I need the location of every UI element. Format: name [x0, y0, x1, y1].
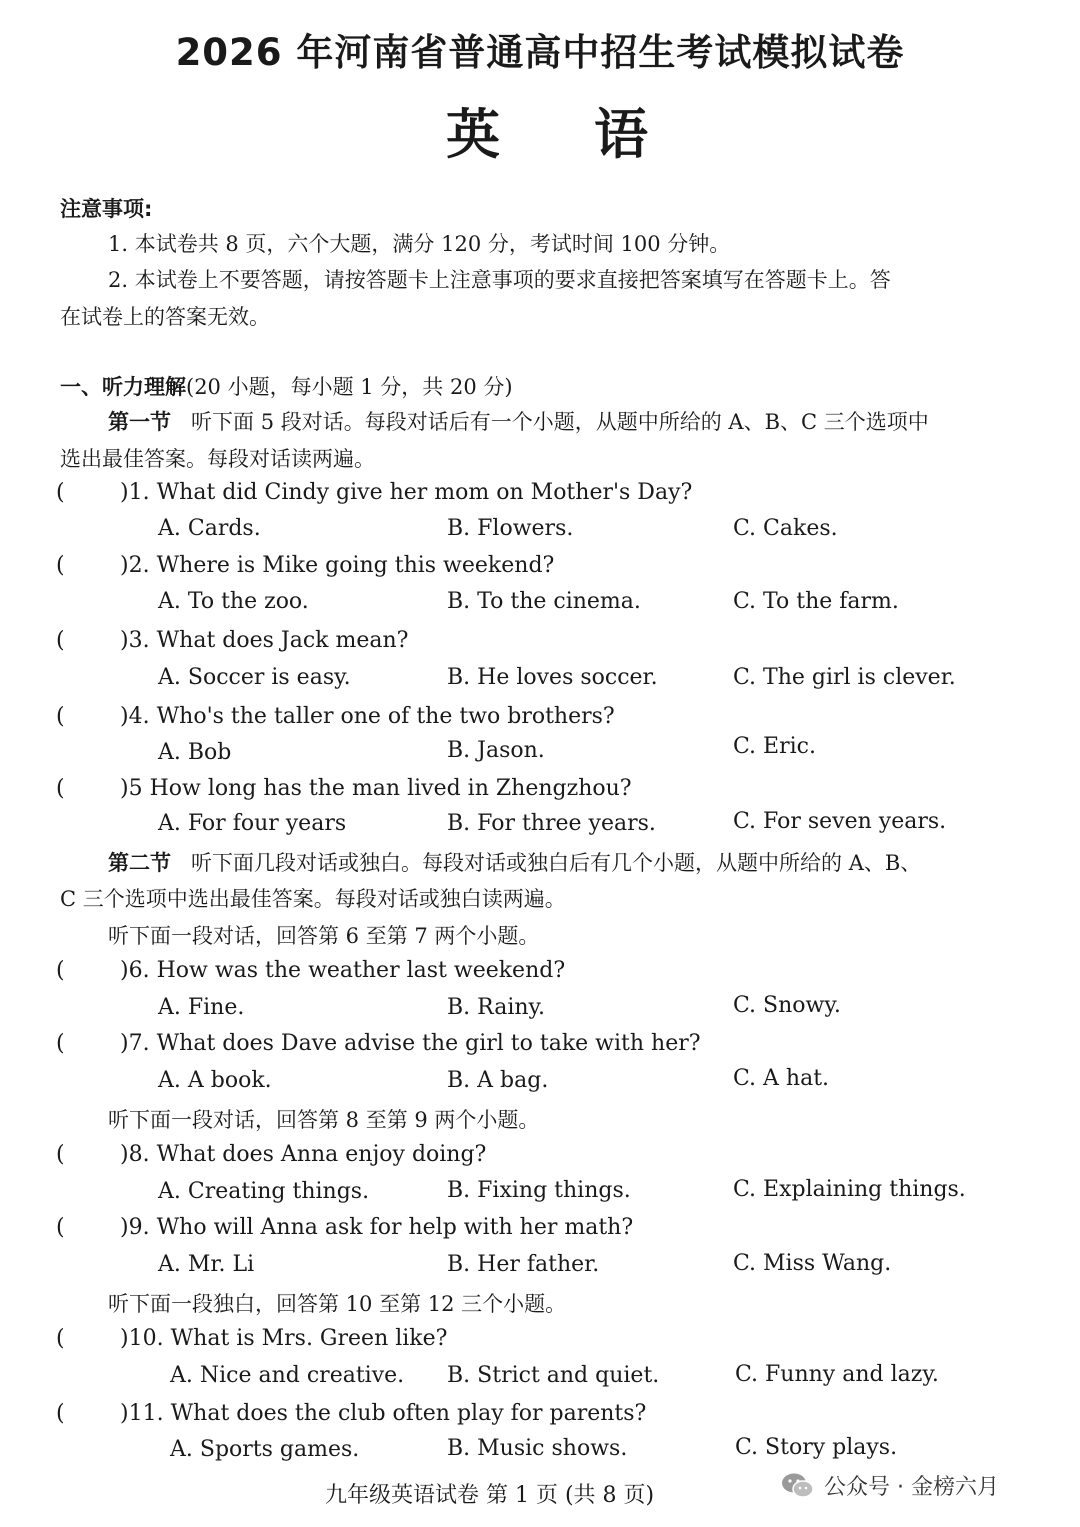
- option-4c: C. Eric.: [733, 734, 816, 759]
- option-10c: C. Funny and lazy.: [735, 1362, 939, 1387]
- notes-item-2-line-1: 2. 本试卷上不要答题，请按答题卡上注意事项的要求直接把答案填写在答题卡上。答: [108, 268, 891, 292]
- notes-item-2-line-2: 在试卷上的答案无效。: [60, 305, 270, 329]
- part-1-instruction-line-2: 选出最佳答案。每段对话读两遍。: [60, 447, 375, 471]
- question-2: )2. Where is Mike going this weekend?: [120, 553, 555, 578]
- answer-blank-3[interactable]: (: [56, 628, 65, 653]
- option-6a: A. Fine.: [158, 995, 245, 1020]
- option-7a: A. A book.: [158, 1068, 272, 1093]
- option-4b: B. Jason.: [447, 738, 545, 763]
- option-5b: B. For three years.: [447, 811, 656, 836]
- answer-blank-6[interactable]: (: [56, 958, 65, 983]
- answer-blank-8[interactable]: (: [56, 1142, 65, 1167]
- instruction-q8-q9: 听下面一段对话，回答第 8 至第 9 两个小题。: [108, 1108, 540, 1132]
- section-1-heading: [60, 371, 513, 401]
- watermark-text: 公众号 · 金榜六月: [824, 1475, 999, 1500]
- option-10a: A. Nice and creative.: [170, 1363, 405, 1388]
- option-2c: C. To the farm.: [733, 589, 899, 614]
- answer-blank-10[interactable]: (: [56, 1326, 65, 1351]
- option-7c: C. A hat.: [733, 1066, 830, 1091]
- option-3a: A. Soccer is easy.: [158, 665, 351, 690]
- option-5c: C. For seven years.: [733, 809, 947, 834]
- question-3: )3. What does Jack mean?: [120, 628, 409, 653]
- option-2b: B. To the cinema.: [447, 589, 641, 614]
- option-1b: B. Flowers.: [447, 516, 574, 541]
- subject-char-1: 英: [446, 103, 500, 166]
- option-7b: B. A bag.: [447, 1068, 549, 1093]
- question-5: )5 How long has the man lived in Zhengzhou?: [120, 776, 632, 801]
- page-footer: 九年级英语试卷 第 1 页 (共 8 页): [325, 1483, 655, 1508]
- answer-blank-11[interactable]: (: [56, 1401, 65, 1426]
- option-4a: A. Bob: [158, 740, 232, 765]
- question-8: )8. What does Anna enjoy doing?: [120, 1142, 487, 1167]
- answer-blank-5[interactable]: (: [56, 776, 65, 801]
- option-8b: B. Fixing things.: [447, 1178, 631, 1203]
- option-6b: B. Rainy.: [447, 995, 546, 1020]
- answer-blank-4[interactable]: (: [56, 704, 65, 729]
- watermark: [780, 1470, 999, 1501]
- part-1-label: 第一节: [108, 410, 171, 434]
- question-11: )11. What does the club often play for parents?: [120, 1401, 647, 1426]
- question-9: )9. Who will Anna ask for help with her math?: [120, 1215, 634, 1240]
- notes-item-1: 1. 本试卷共 8 页，六个大题，满分 120 分，考试时间 100 分钟。: [108, 232, 731, 256]
- option-11b: B. Music shows.: [447, 1436, 628, 1461]
- answer-blank-1[interactable]: (: [56, 480, 65, 505]
- part-2-label: 第二节: [108, 851, 171, 875]
- part-1-instruction: 第一节 听下面 5 段对话。每段对话后有一个小题，从题中所给的 A、B、C 三个选项中: [108, 410, 929, 434]
- option-5a: A. For four years: [158, 811, 347, 836]
- option-9b: B. Her father.: [447, 1252, 600, 1277]
- instruction-q6-q7: 听下面一段对话，回答第 6 至第 7 两个小题。: [108, 924, 540, 948]
- option-11c: C. Story plays.: [735, 1435, 898, 1460]
- question-6: )6. How was the weather last weekend?: [120, 958, 566, 983]
- part-2-instruction: 第二节 听下面几段对话或独白。每段对话或独白后有几个小题，从题中所给的 A、B、: [108, 851, 922, 875]
- subject-char-2: 语: [594, 103, 648, 166]
- option-9c: C. Miss Wang.: [733, 1251, 892, 1276]
- option-9a: A. Mr. Li: [158, 1252, 255, 1277]
- option-1a: A. Cards.: [158, 516, 261, 541]
- option-6c: C. Snowy.: [733, 993, 841, 1018]
- question-1: )1. What did Cindy give her mom on Mother's Day?: [120, 480, 693, 505]
- instruction-q10-q12: 听下面一段独白，回答第 10 至第 12 三个小题。: [108, 1292, 567, 1316]
- option-10b: B. Strict and quiet.: [447, 1363, 660, 1388]
- answer-blank-2[interactable]: (: [56, 553, 65, 578]
- option-3b: B. He loves soccer.: [447, 665, 658, 690]
- option-11a: A. Sports games.: [170, 1437, 360, 1462]
- section-1-score: (20 小题，每小题 1 分，共 20 分): [186, 375, 513, 399]
- part-2-instruction-line-2: C 三个选项中选出最佳答案。每段对话或独白读两遍。: [60, 887, 566, 911]
- option-1c: C. Cakes.: [733, 516, 838, 541]
- wechat-icon: [780, 1471, 816, 1501]
- question-4: )4. Who's the taller one of the two brothers?: [120, 704, 615, 729]
- answer-blank-7[interactable]: (: [56, 1031, 65, 1056]
- option-3c: C. The girl is clever.: [733, 665, 956, 690]
- notes-heading: 注意事项:: [60, 197, 153, 221]
- exam-title: 2026 年河南省普通高中招生考试模拟试卷: [175, 31, 905, 74]
- option-8a: A. Creating things.: [158, 1179, 370, 1204]
- question-10: )10. What is Mrs. Green like?: [120, 1326, 448, 1351]
- section-1-title: 一、听力理解: [60, 375, 186, 399]
- option-2a: A. To the zoo.: [158, 589, 309, 614]
- question-7: )7. What does Dave advise the girl to take with her?: [120, 1031, 701, 1056]
- answer-blank-9[interactable]: (: [56, 1215, 65, 1240]
- option-8c: C. Explaining things.: [733, 1177, 966, 1202]
